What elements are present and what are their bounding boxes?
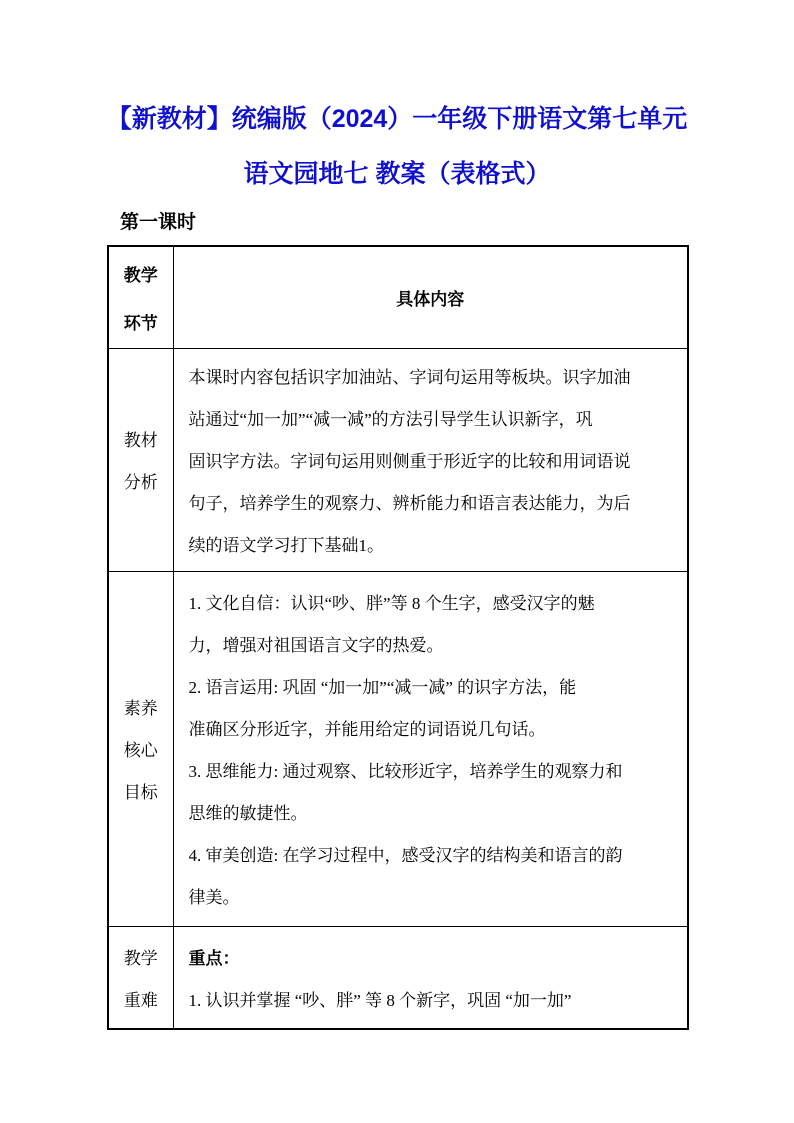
text-line: 4. 审美创造: 在学习过程中，感受汉字的结构美和语言的韵	[188, 846, 623, 865]
document-title-line-1: 【新教材】统编版（2024）一年级下册语文第七单元	[106, 105, 688, 133]
cell-core-literacy-goals-content	[173, 571, 688, 926]
text-line: 本课时内容包括识字加油站、字词句运用等板块。识字加油	[188, 368, 631, 387]
row-label-line: 核心	[123, 741, 158, 760]
header-cell-specific-content: 具体内容	[173, 246, 688, 348]
text-line: 2. 语言运用: 巩固 “加一加”“减一减” 的识字方法，能	[188, 678, 577, 697]
cell-teaching-key-difficulties-content	[173, 926, 688, 1029]
document-title-line-2: 语文园地七 教案（表格式）	[243, 160, 551, 188]
row-label-line: 目标	[123, 783, 158, 802]
text-line: 3. 思维能力: 通过观察、比较形近字，培养学生的观察力和	[188, 762, 623, 781]
lesson-plan-table	[107, 245, 689, 1030]
text-line: 续的语文学习打下基础1。	[188, 536, 384, 555]
section-heading-lesson-1: 第一课时	[120, 212, 197, 233]
text-line-key-points-heading: 重点：	[188, 948, 240, 968]
text-line: 1. 认识并掌握 “吵、胖” 等 8 个新字，巩固 “加一加”	[188, 990, 572, 1010]
row-label-line: 教学	[123, 948, 158, 968]
row-label-teaching-key-difficulties	[108, 926, 173, 1029]
text-line: 站通过“加一加”“减一减”的方法引导学生认识新字，巩	[188, 410, 593, 429]
text-line: 固识字方法。字词句运用则侧重于形近字的比较和用词语说	[188, 452, 631, 471]
row-label-core-literacy-goals	[108, 571, 173, 926]
row-label-line: 教材	[123, 431, 158, 450]
text-line: 力，增强对祖国语言文字的热爱。	[188, 636, 444, 655]
table-row-teaching-key-difficulties	[108, 926, 688, 1029]
text-line: 句子，培养学生的观察力、辨析能力和语言表达能力，为后	[188, 494, 631, 513]
text-line: 思维的敏捷性。	[188, 804, 308, 823]
table-row-core-literacy-goals	[108, 571, 688, 926]
text-line: 准确区分形近字，并能用给定的词语说几句话。	[188, 720, 546, 739]
header-cell-teaching-segment	[108, 246, 173, 348]
row-label-line: 重难	[123, 990, 158, 1010]
header-label-line: 环节	[123, 313, 158, 333]
row-label-line: 分析	[123, 473, 158, 492]
row-label-textbook-analysis	[108, 348, 173, 571]
text-line: 律美。	[188, 888, 240, 907]
table-row-textbook-analysis	[108, 348, 688, 571]
table-header-row	[108, 246, 688, 348]
document-title	[0, 0, 794, 202]
text-line: 1. 文化自信：认识“吵、胖”等 8 个生字，感受汉字的魅	[188, 594, 595, 613]
row-label-line: 素养	[123, 699, 158, 718]
header-label-line: 教学	[123, 265, 158, 285]
cell-textbook-analysis-content	[173, 348, 688, 571]
